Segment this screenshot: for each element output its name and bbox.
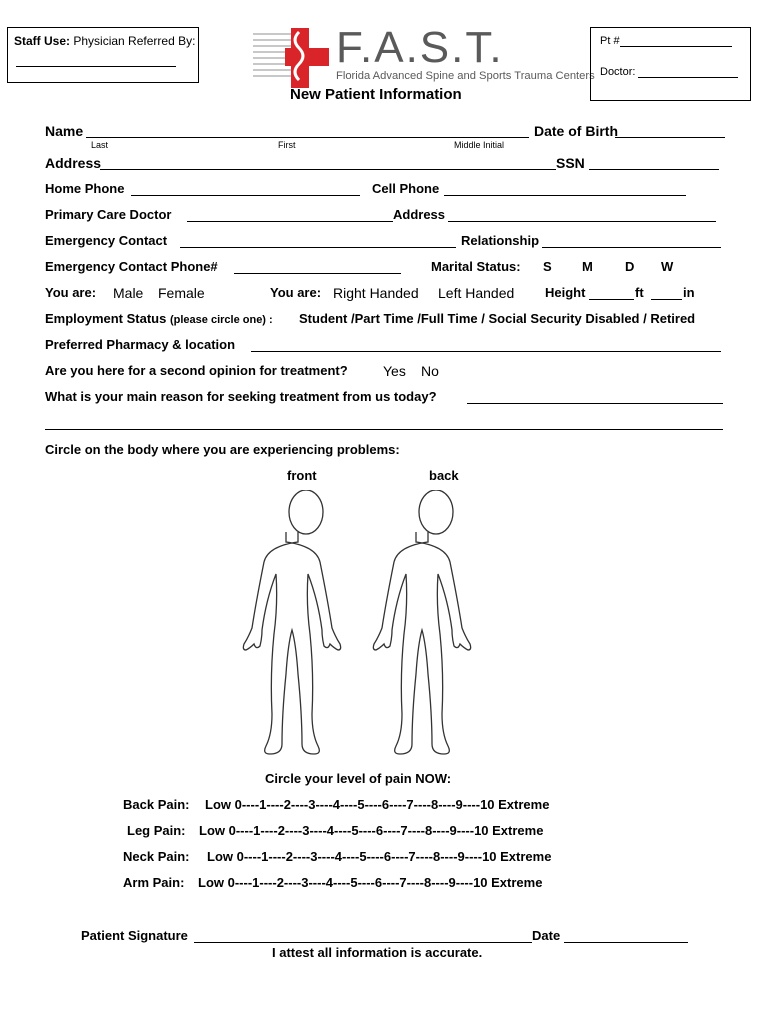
signature-date-label: Date <box>532 928 561 943</box>
neck-pain-scale[interactable]: Low 0----1----2----3----4----5----6----7----8----9----10 Extreme <box>207 849 552 864</box>
ssn-field[interactable] <box>589 169 719 170</box>
home-phone-label: Home Phone <box>45 181 125 196</box>
marital-option-m[interactable]: M <box>582 259 593 274</box>
height-ft-field[interactable] <box>589 299 634 300</box>
pharmacy-field[interactable] <box>251 351 721 352</box>
leg-pain-scale[interactable]: Low 0----1----2----3----4----5----6----7----8----9----10 Extreme <box>199 823 544 838</box>
relationship-field[interactable] <box>542 247 721 248</box>
front-body-figure[interactable] <box>243 490 340 754</box>
arm-pain-label: Arm Pain: <box>123 875 185 890</box>
height-label: Height <box>545 285 586 300</box>
doctor-address-label: Address <box>393 207 446 222</box>
second-opinion-label: Are you here for a second opinion for treatment? <box>45 363 348 378</box>
dob-field[interactable] <box>615 137 725 138</box>
hand-option-left[interactable]: Left Handed <box>438 285 515 301</box>
relationship-label: Relationship <box>461 233 540 248</box>
name-label: Name <box>45 123 84 139</box>
address-field[interactable] <box>100 169 556 170</box>
main-reason-field[interactable] <box>467 403 723 404</box>
pt-number-field[interactable] <box>620 46 732 47</box>
logo-tagline: Florida Advanced Spine and Sports Trauma Centers <box>336 70 595 82</box>
emergency-phone-field[interactable] <box>234 273 401 274</box>
employment-title: Employment Status <box>45 311 167 326</box>
attest-text: I attest all information is accurate. <box>272 945 483 960</box>
main-reason-label: What is your main reason for seeking treatment from us today? <box>45 389 437 404</box>
body-instruction: Circle on the body where you are experiencing problems: <box>45 442 400 457</box>
emergency-contact-label: Emergency Contact <box>45 233 168 248</box>
dob-label: Date of Birth <box>534 123 618 139</box>
address-label: Address <box>45 155 102 171</box>
staff-use-label <box>14 34 195 48</box>
signature-field[interactable] <box>194 942 532 943</box>
staff-use-title: Staff Use: <box>14 34 71 48</box>
sex-option-male[interactable]: Male <box>113 285 144 301</box>
neck-pain-label: Neck Pain: <box>123 849 190 864</box>
back-pain-label: Back Pain: <box>123 797 190 812</box>
doctor-label: Doctor: <box>600 66 636 78</box>
cell-phone-field[interactable] <box>444 195 686 196</box>
front-label: front <box>287 468 317 483</box>
signature-label: Patient Signature <box>81 928 188 943</box>
logo-name: F.A.S.T. <box>336 23 504 72</box>
cell-phone-label: Cell Phone <box>372 181 440 196</box>
main-reason-field-line2[interactable] <box>45 429 723 430</box>
ssn-label: SSN <box>556 155 585 171</box>
home-phone-field[interactable] <box>131 195 360 196</box>
marital-option-w[interactable]: W <box>661 259 674 274</box>
name-field[interactable] <box>86 137 529 138</box>
second-opinion-yes[interactable]: Yes <box>383 363 406 379</box>
sex-option-female[interactable]: Female <box>158 285 205 301</box>
marital-option-s[interactable]: S <box>543 259 552 274</box>
doctor-field[interactable] <box>638 77 738 78</box>
sex-label: You are: <box>45 285 97 300</box>
primary-care-label: Primary Care Doctor <box>45 207 172 222</box>
physician-referred-label: Physician Referred By: <box>73 34 196 48</box>
leg-pain-label: Leg Pain: <box>127 823 186 838</box>
name-sub-middle: Middle Initial <box>454 140 505 150</box>
employment-hint: (please circle one) : <box>169 314 273 326</box>
name-sub-last: Last <box>91 140 109 150</box>
height-ft-unit: ft <box>635 285 644 300</box>
name-sub-first: First <box>278 140 296 150</box>
body-diagram[interactable] <box>226 490 546 765</box>
pain-instruction: Circle your level of pain NOW: <box>265 771 452 786</box>
signature-date-field[interactable] <box>564 942 688 943</box>
page-title: New Patient Information <box>290 86 462 103</box>
primary-care-field[interactable] <box>187 221 393 222</box>
height-in-unit: in <box>683 285 695 300</box>
second-opinion-no[interactable]: No <box>421 363 439 379</box>
arm-pain-scale[interactable]: Low 0----1----2----3----4----5----6----7----8----9----10 Extreme <box>198 875 543 890</box>
marital-option-d[interactable]: D <box>625 259 635 274</box>
employment-options[interactable]: Student /Part Time /Full Time / Social Security Disabled / Retired <box>299 311 696 326</box>
emergency-phone-label: Emergency Contact Phone# <box>45 259 218 274</box>
height-in-field[interactable] <box>651 299 682 300</box>
hand-option-right[interactable]: Right Handed <box>333 285 419 301</box>
back-label: back <box>429 468 459 483</box>
back-pain-scale[interactable]: Low 0----1----2----3----4----5----6----7----8----9----10 Extreme <box>205 797 550 812</box>
emergency-contact-field[interactable] <box>180 247 456 248</box>
pharmacy-label: Preferred Pharmacy & location <box>45 337 236 352</box>
handedness-label: You are: <box>270 285 322 300</box>
employment-label <box>45 311 273 326</box>
physician-referred-field[interactable] <box>16 66 176 67</box>
doctor-address-field[interactable] <box>448 221 716 222</box>
back-body-figure[interactable] <box>373 490 470 754</box>
pt-number-label: Pt # <box>600 35 620 47</box>
marital-status-label: Marital Status: <box>431 259 521 274</box>
